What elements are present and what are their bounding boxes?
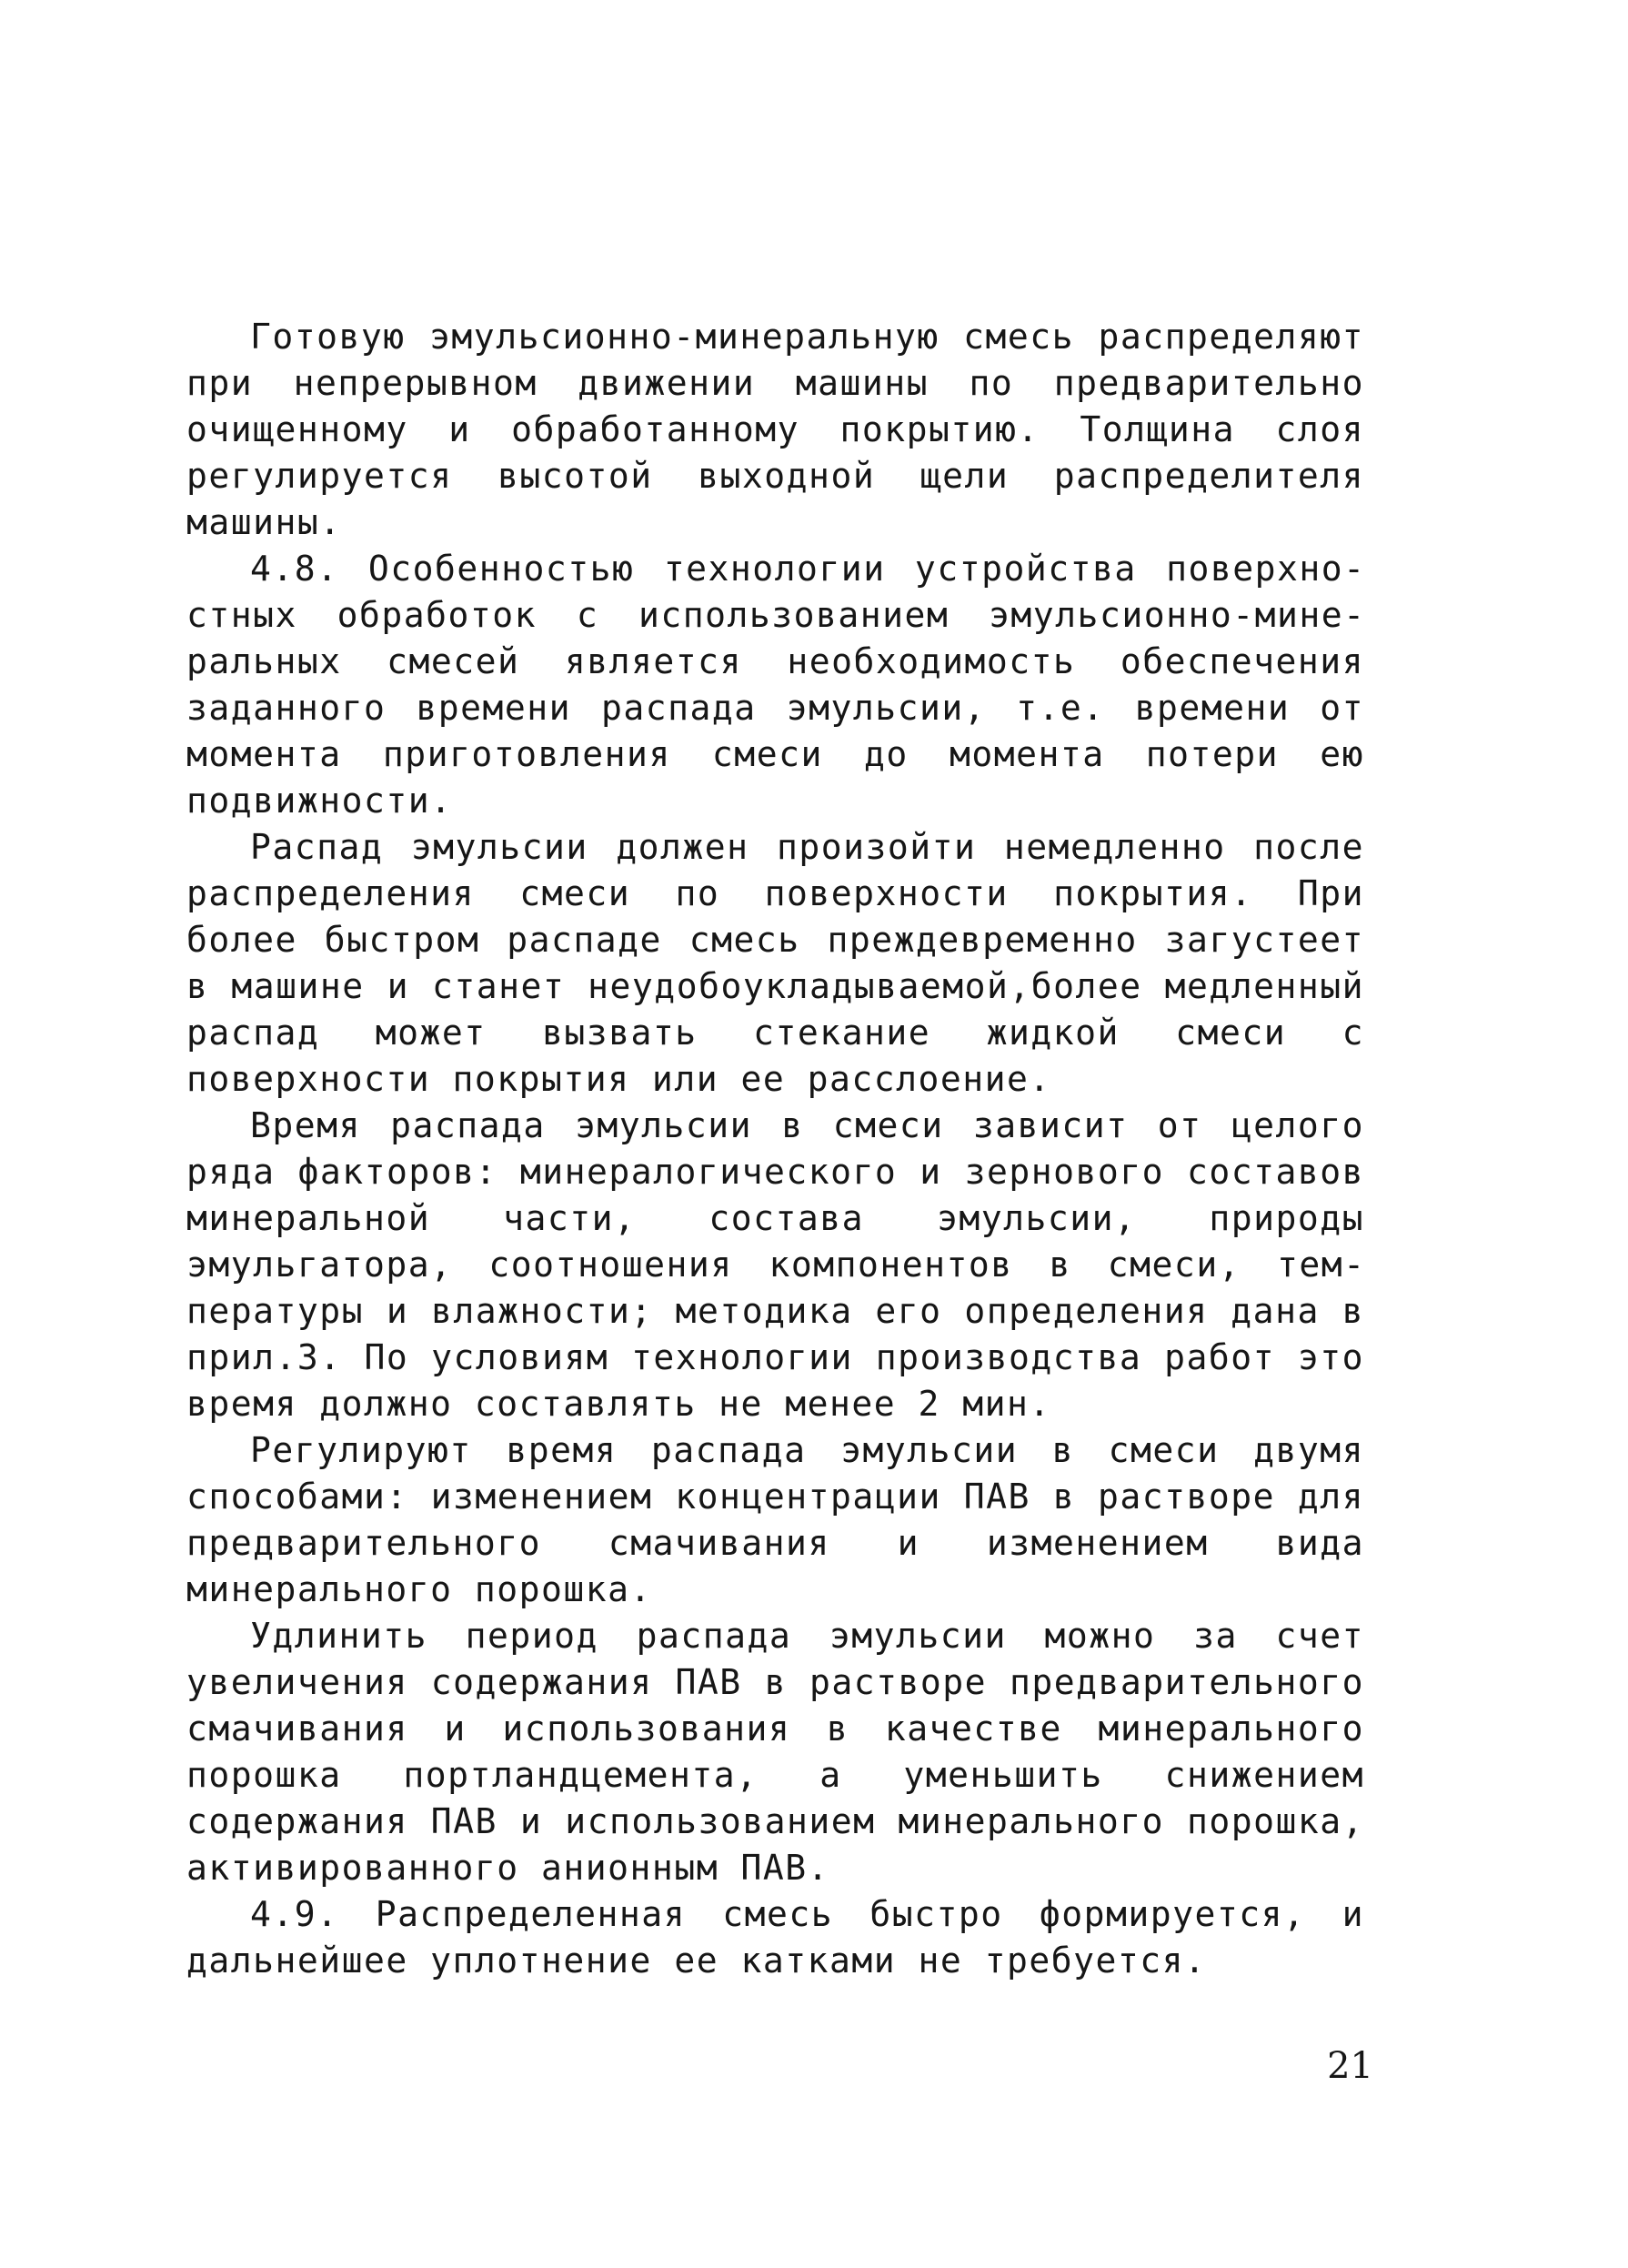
paragraph-7: 4.9. Распределенная смесь быстро формируется, и дальнейшее уплотнение ее катками не требуется.: [186, 1894, 1364, 1981]
paragraph-5: Регулируют время распада эмульсии в смеси двумя способами: изменением концентрации ПАВ в растворе для предварительного смачивания и изменением вида минерального порошка.: [186, 1430, 1364, 1609]
paragraph-6: Удлинить период распада эмульсии можно за счет увеличения содержания ПАВ в растворе предварительного смачивания и использования в качестве минерального порошка портландцемента, а уменьшить снижением содержания ПАВ и использованием минерального порошка, активированного анионным ПАВ.: [186, 1616, 1364, 1888]
paragraph-1: Готовую эмульсионно-минеральную смесь распределяют при непрерывном движении машины по предварительно очищенному и обработанному покрытию. Толщина слоя регулируется высотой выходной щели распределителя машины.: [186, 317, 1364, 542]
paragraph-4: Время распада эмульсии в смеси зависит от целого ряда факторов: минералогического и зернового составов минеральной части, состава эмульсии, природы эмульгатора, соотношения компонентов в смеси, температуры и влажности; методика его определения дана в прил.3. По условиям технологии производства работ это время должно составлять не менее 2 мин.: [186, 1105, 1364, 1424]
paragraph-2: 4.8. Особенностью технологии устройства поверхностных обработок с использованием эмульсионно-минеральных смесей является необходимость обеспечения заданного времени распада эмульсии, т.е. времени от момента приготовления смеси до момента потери ею подвижности.: [186, 549, 1364, 821]
paragraph-3: Распад эмульсии должен произойти немедленно после распределения смеси по поверхности покрытия. При более быстром распаде смесь преждевременно загустеет в машине и станет неудобоукладываемой,более медленный распад может вызвать стекание жидкой смеси с поверхности покрытия или ее расслоение.: [186, 827, 1364, 1099]
page-number: 21: [1327, 2045, 1373, 2087]
body-text: [186, 314, 1364, 1984]
